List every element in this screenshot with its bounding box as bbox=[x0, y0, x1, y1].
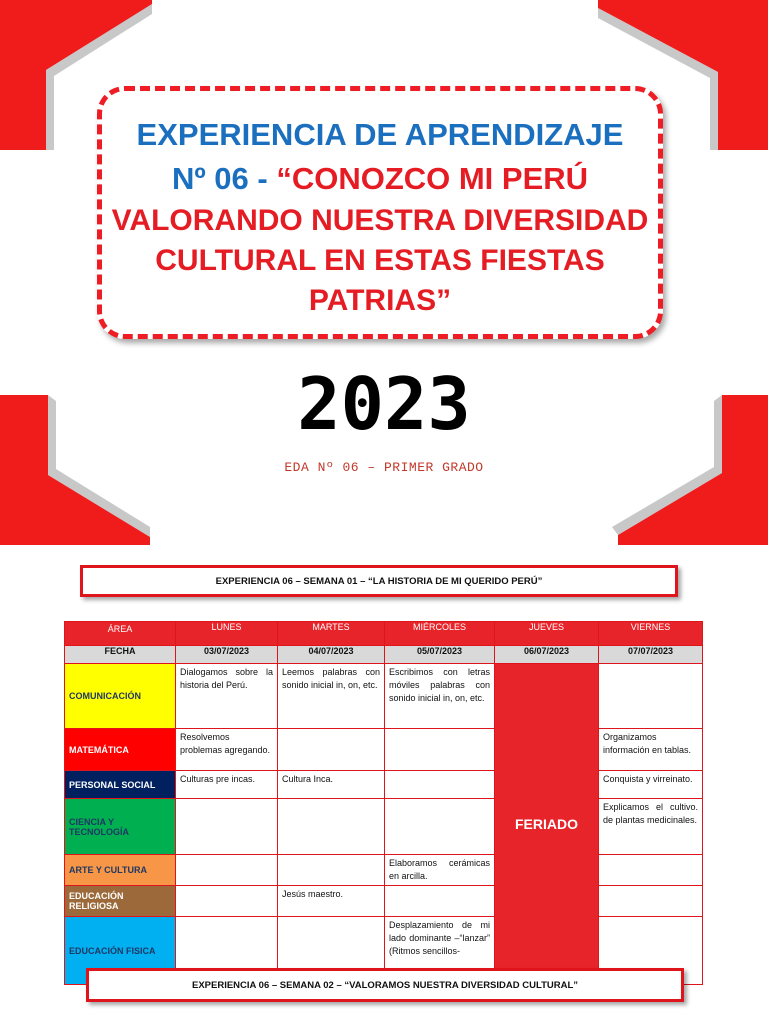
activity-cell: Explicamos el cultivo. de plantas medicinales. bbox=[599, 799, 703, 855]
table-row bbox=[65, 729, 703, 771]
activity-cell bbox=[278, 729, 385, 771]
area-ciencia-tecnologia: CIENCIA Y TECNOLOGÍA bbox=[65, 799, 176, 855]
activity-cell: Culturas pre incas. bbox=[176, 771, 278, 799]
year-label: 2023 bbox=[297, 362, 471, 446]
week2-banner: EXPERIENCIA 06 – SEMANA 02 – “VALORAMOS NUESTRA DIVERSIDAD CULTURAL” bbox=[86, 968, 684, 1002]
header-day: MIÉRCOLES bbox=[385, 622, 495, 646]
activity-cell bbox=[278, 855, 385, 886]
table-row bbox=[65, 664, 703, 729]
activity-cell: Resolvemos problemas agregando. bbox=[176, 729, 278, 771]
date-row bbox=[65, 646, 703, 664]
header-row bbox=[65, 622, 703, 646]
title-line-1: EXPERIENCIA DE APRENDIZAJE bbox=[136, 117, 624, 152]
activity-cell bbox=[278, 799, 385, 855]
header-day: JUEVES bbox=[495, 622, 599, 646]
title-line-5: PATRIAS” bbox=[308, 284, 452, 317]
title-box bbox=[97, 86, 663, 339]
date-cell: 05/07/2023 bbox=[385, 646, 495, 664]
activity-cell bbox=[385, 799, 495, 855]
area-comunicacion: COMUNICACIÓN bbox=[65, 664, 176, 729]
date-cell: 03/07/2023 bbox=[176, 646, 278, 664]
area-educacion-religiosa: EDUCACIÓN RELIGIOSA bbox=[65, 886, 176, 917]
holiday-cell: FERIADO bbox=[495, 664, 599, 985]
area-educacion-fisica: EDUCACIÓN FISICA bbox=[65, 917, 176, 985]
activity-cell: Cultura Inca. bbox=[278, 771, 385, 799]
activity-cell bbox=[176, 886, 278, 917]
activity-cell: Elaboramos cerámicas en arcilla. bbox=[385, 855, 495, 886]
header-day: VIERNES bbox=[599, 622, 703, 646]
title-line-2 bbox=[102, 157, 658, 201]
week1-banner: EXPERIENCIA 06 – SEMANA 01 – “LA HISTORIA DE MI QUERIDO PERÚ” bbox=[80, 565, 678, 597]
activity-cell: Escribimos con letras móviles palabras con sonido inicial in, on, etc. bbox=[385, 664, 495, 729]
table-row bbox=[65, 799, 703, 855]
activity-cell: Dialogamos sobre la historia del Perú. bbox=[176, 664, 278, 729]
activity-cell: Conquista y virreinato. bbox=[599, 771, 703, 799]
header-day: MARTES bbox=[278, 622, 385, 646]
activity-cell bbox=[176, 855, 278, 886]
activity-cell bbox=[385, 729, 495, 771]
title-number: Nº 06 - bbox=[171, 161, 277, 196]
activity-cell: Desplazamiento de mi lado dominante –“lanzar” (Ritmos sencillos- bbox=[385, 917, 495, 985]
date-cell: 07/07/2023 bbox=[599, 646, 703, 664]
activity-cell: Jesús maestro. bbox=[278, 886, 385, 917]
week1-schedule-table bbox=[64, 621, 703, 985]
activity-cell bbox=[385, 886, 495, 917]
title-line-3: VALORANDO NUESTRA DIVERSIDAD bbox=[111, 204, 649, 237]
activity-cell bbox=[176, 799, 278, 855]
eda-subtitle: EDA Nº 06 – PRIMER GRADO bbox=[284, 460, 484, 475]
activity-cell bbox=[599, 855, 703, 886]
date-cell: 06/07/2023 bbox=[495, 646, 599, 664]
title-quote-start: “CONOZCO MI PERÚ bbox=[276, 161, 589, 196]
activity-cell bbox=[599, 664, 703, 729]
date-label: FECHA bbox=[65, 646, 176, 664]
activity-cell bbox=[385, 771, 495, 799]
title-line-4: CULTURAL EN ESTAS FIESTAS bbox=[155, 244, 605, 277]
date-cell: 04/07/2023 bbox=[278, 646, 385, 664]
activity-cell: Organizamos información en tablas. bbox=[599, 729, 703, 771]
area-arte-cultura: ARTE Y CULTURA bbox=[65, 855, 176, 886]
table-row bbox=[65, 886, 703, 917]
activity-cell bbox=[599, 886, 703, 917]
table-row bbox=[65, 855, 703, 886]
header-area: ÁREA bbox=[65, 622, 176, 646]
table-row bbox=[65, 771, 703, 799]
header-day: LUNES bbox=[176, 622, 278, 646]
area-personal-social: PERSONAL SOCIAL bbox=[65, 771, 176, 799]
activity-cell: Leemos palabras con sonido inicial in, on, etc. bbox=[278, 664, 385, 729]
area-matematica: MATEMÁTICA bbox=[65, 729, 176, 771]
